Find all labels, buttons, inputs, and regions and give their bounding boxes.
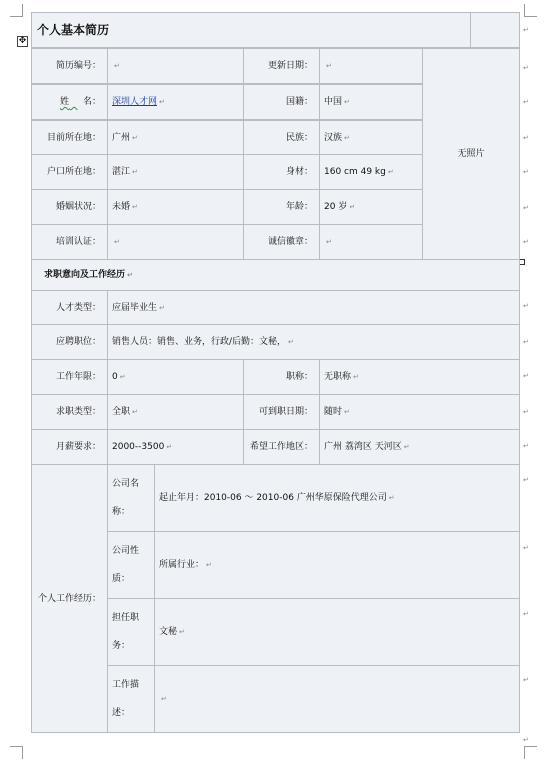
paragraph-mark-icon: ↵: [523, 372, 529, 380]
paragraph-mark-icon: ↵: [132, 408, 138, 416]
nationality-value[interactable]: 中国 ↵: [319, 84, 423, 120]
paragraph-mark-icon: ↵: [132, 203, 138, 211]
salary-value[interactable]: 2000--3500 ↵: [107, 429, 244, 465]
update-date-value[interactable]: [319, 48, 423, 84]
paragraph-mark-icon: ↵: [114, 62, 120, 70]
company-name-label: 公司名 称：: [107, 464, 155, 532]
credit-label: 诚信徽章：: [243, 224, 320, 260]
applied-position-value[interactable]: 销售人员：销售、业务，行政/后勤：文秘， ↵: [107, 324, 520, 360]
work-area-value[interactable]: 广州 荔湾区 天河区 ↵: [319, 429, 520, 465]
paragraph-mark-icon: ↵: [132, 168, 138, 176]
name-value[interactable]: [107, 84, 244, 120]
company-name-value[interactable]: 起止年月：2010-06 ～ 2010-06 广州华原保险代理公司 ↵: [154, 464, 520, 532]
nationality-label: 国籍：: [243, 84, 320, 120]
paragraph-mark-icon: ↵: [114, 238, 120, 246]
paragraph-mark-icon: ↵: [523, 338, 529, 346]
hukou-label: 户口所在地：: [31, 154, 108, 190]
credit-value[interactable]: [319, 224, 423, 260]
paragraph-mark-icon: ↵: [349, 203, 356, 211]
paragraph-mark-icon: ↵: [159, 98, 165, 106]
paragraph-mark-icon: ↵: [119, 373, 126, 381]
paragraph-mark-icon: ↵: [344, 98, 350, 106]
company-nature-label: 公司性 质：: [107, 531, 155, 599]
marital-label: 婚姻状况：: [31, 189, 108, 225]
crop-mark-bottom-left: [10, 746, 23, 759]
paragraph-mark-icon: ↵: [523, 476, 529, 484]
name-link[interactable]: 深圳人才网: [112, 97, 158, 107]
paragraph-mark-icon: ↵: [388, 494, 395, 502]
ethnicity-value[interactable]: 汉族 ↵: [319, 120, 423, 155]
age-label: 年龄：: [243, 189, 320, 225]
job-title-label: 职称：: [243, 359, 320, 395]
paragraph-mark-icon: ↵: [344, 133, 350, 142]
name-label: 姓 名：: [31, 84, 108, 120]
photo-placeholder[interactable]: [422, 48, 520, 260]
paragraph-mark-icon: ↵: [523, 676, 529, 684]
location-label: 目前所在地：: [31, 120, 108, 155]
position-held-value[interactable]: 文秘 ↵: [154, 598, 520, 666]
talent-type-label: 人才类型：: [31, 290, 108, 325]
job-intent-section-title: 求职意向及工作经历 ↵: [31, 259, 520, 291]
page-title-text: 个人基本简历: [37, 23, 110, 37]
work-years-label: 工作年限：: [31, 359, 108, 395]
page-title: [31, 12, 471, 48]
company-nature-value[interactable]: 所属行业： ↵: [154, 531, 520, 599]
paragraph-mark-icon: ↵: [523, 238, 529, 246]
body-label: 身材：: [243, 154, 320, 190]
crop-mark-bottom-right: [524, 746, 537, 759]
paragraph-mark-icon: ↵: [166, 443, 173, 451]
salary-label: 月薪要求：: [31, 429, 108, 465]
training-value[interactable]: [107, 224, 244, 260]
paragraph-mark-icon: ↵: [523, 26, 529, 34]
job-type-label: 求职类型：: [31, 394, 108, 430]
training-label: 培训认证：: [31, 224, 108, 260]
job-title-value[interactable]: 无职称 ↵: [319, 359, 520, 395]
paragraph-mark-icon: ↵: [326, 238, 332, 246]
work-area-label: 希望工作地区：: [243, 429, 320, 465]
paragraph-mark-icon: ↵: [523, 204, 529, 212]
crop-mark-top-right: [524, 4, 537, 17]
paragraph-mark-icon: ↵: [132, 133, 138, 142]
age-value[interactable]: 20 岁 ↵: [319, 189, 423, 225]
resume-no-label: 简历编号：: [31, 48, 108, 84]
update-date-label: 更新日期：: [243, 48, 320, 84]
paragraph-mark-icon: ↵: [523, 442, 529, 450]
crop-mark-top-left: [10, 4, 23, 17]
paragraph-mark-icon: ↵: [387, 168, 394, 176]
talent-type-value[interactable]: 应届毕业生 ↵: [107, 290, 520, 325]
paragraph-mark-icon: ↵: [523, 736, 529, 744]
work-description-label: 工作描 述：: [107, 665, 155, 733]
paragraph-mark-icon: ↵: [403, 443, 410, 451]
available-date-value[interactable]: 随时 ↵: [319, 394, 520, 430]
paragraph-mark-icon: ↵: [523, 64, 529, 72]
paragraph-mark-icon: ↵: [127, 271, 133, 279]
paragraph-mark-icon: ↵: [179, 628, 185, 636]
paragraph-mark-icon: ↵: [523, 408, 529, 416]
paragraph-mark-icon: ↵: [159, 303, 165, 312]
paragraph-mark-icon: ↵: [288, 338, 294, 346]
work-years-value[interactable]: 0 ↵: [107, 359, 244, 395]
work-description-value[interactable]: [154, 665, 520, 733]
hukou-value[interactable]: 湛江 ↵: [107, 154, 244, 190]
position-held-label: 担任职 务：: [107, 598, 155, 666]
paragraph-mark-icon: ↵: [523, 544, 529, 552]
paragraph-mark-icon: ↵: [523, 168, 529, 176]
resume-no-value[interactable]: [107, 48, 244, 84]
paragraph-mark-icon: ↵: [523, 610, 529, 618]
paragraph-mark-icon: ↵: [161, 695, 167, 703]
paragraph-mark-icon: ↵: [523, 134, 529, 142]
body-value[interactable]: 160 cm 49 kg ↵: [319, 154, 423, 190]
paragraph-mark-icon: ↵: [326, 62, 332, 70]
available-date-label: 可到职日期：: [243, 394, 320, 430]
title-side-cell: [470, 12, 520, 48]
paragraph-mark-icon: ↵: [523, 98, 529, 106]
applied-position-label: 应聘职位：: [31, 324, 108, 360]
ethnicity-label: 民族：: [243, 120, 320, 155]
paragraph-mark-icon: ↵: [353, 373, 359, 381]
paragraph-mark-icon: ↵: [206, 561, 212, 569]
job-type-value[interactable]: 全职 ↵: [107, 394, 244, 430]
marital-value[interactable]: 未婚 ↵: [107, 189, 244, 225]
work-experience-label: 个人工作经历：: [31, 464, 108, 733]
location-value[interactable]: 广州 ↵: [107, 120, 244, 155]
move-handle-icon[interactable]: ✥: [18, 36, 27, 46]
photo-text: 无照片: [457, 149, 485, 159]
paragraph-mark-icon: ↵: [523, 302, 529, 310]
paragraph-mark-icon: ↵: [344, 408, 350, 416]
